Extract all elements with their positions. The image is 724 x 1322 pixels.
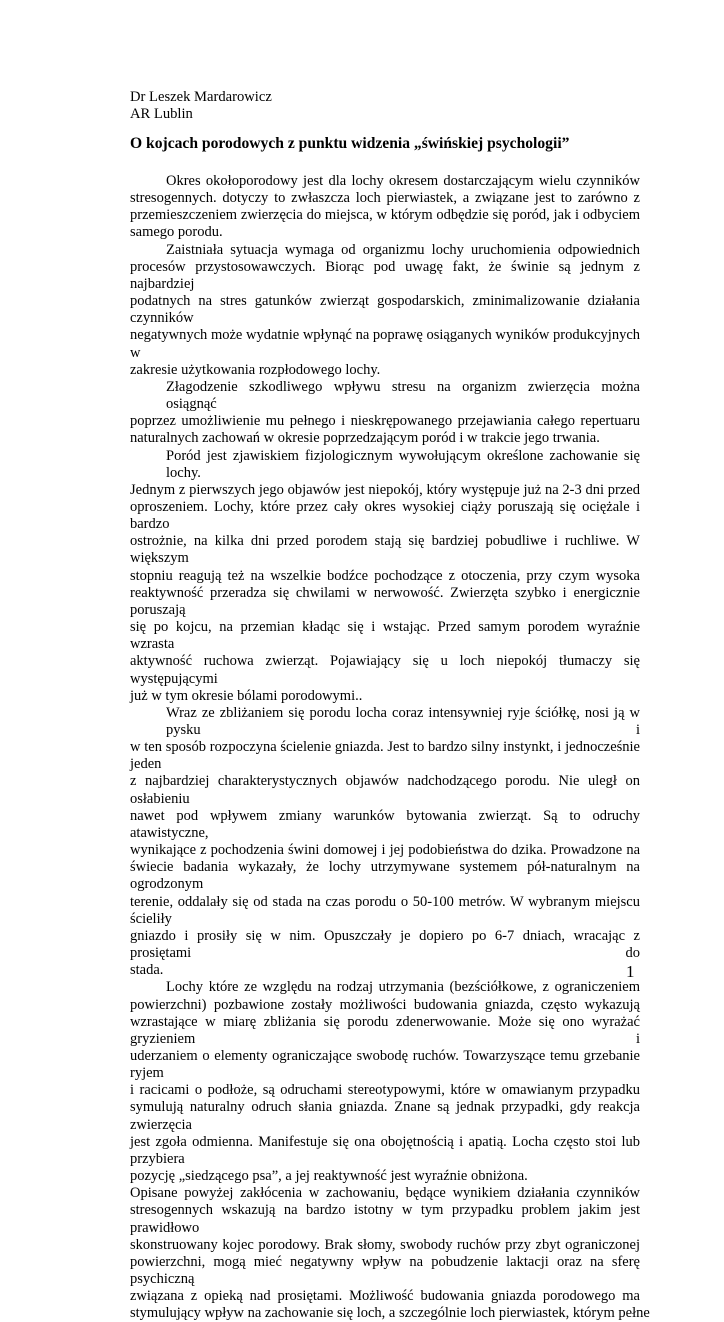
text-line: z najbardziej charakterystycznych objawów nadchodzącego porodu. Nie uległ on osłabieniu — [130, 773, 640, 807]
text-line: Zaistniała sytuacja wymaga od organizmu lochy uruchomienia odpowiednich — [166, 241, 640, 258]
text-line: podatnych na stres gatunków zwierząt gospodarskich, zminimalizowanie działania czynników — [130, 293, 640, 327]
text-line: ostrożnie, na kilka dni przed porodem stają się bardziej pobudliwe i ruchliwe. W większym — [130, 533, 640, 567]
text-line: wzrastające w miarę zbliżania się porodu zdenerwowanie. Może się ono wyrażać gryzieniem i — [130, 1013, 640, 1047]
document-body — [130, 173, 650, 1322]
text-line: skonstruowany kojec porodowy. Brak słomy, swobody ruchów przy zbyt ograniczonej — [130, 1236, 640, 1253]
text-line: uderzaniem o elementy ograniczające swobodę ruchów. Towarzyszące temu grzebanie ryjem — [130, 1047, 640, 1082]
body-paragraph — [130, 379, 640, 448]
text-line: gniazdo i prosiły się w nim. Opuszczały je dopiero po 6-7 dniach, wracając z prosiętami do — [130, 927, 640, 962]
text-line: negatywnych może wydatnie wpłynąć na poprawę osiąganych wyników produkcyjnych w — [130, 327, 640, 361]
text-line: samego porodu. — [130, 224, 223, 241]
text-line: jest zgoła odmienna. Manifestuje się ona obojętnością i apatią. Locha często stoi lub przybiera — [130, 1133, 640, 1167]
text-line: Poród jest zjawiskiem fizjologicznym wywołującym określone zachowanie się lochy. — [166, 447, 640, 481]
page-number: 1 — [626, 962, 635, 981]
text-line: powierzchni, mogą mieć negatywny wpływ na pobudzenie laktacji oraz na sferę psychiczną — [130, 1253, 640, 1287]
text-line: nawet pod wpływem zmiany warunków bytowania zwierząt. Są to odruchy atawistyczne, — [130, 807, 640, 841]
document-title: O kojcach porodowych z punktu widzenia „świńskiej psychologii” — [130, 135, 570, 152]
body-paragraph — [130, 242, 640, 379]
text-line: oproszeniem. Lochy, które przez cały okres wysokiej ciąży poruszają się ociężale i bardzo — [130, 498, 640, 533]
text-line: stresogennych. dotyczy to zwłaszcza loch pierwiastek, a związane jest to zarówno z — [130, 190, 640, 207]
body-paragraph — [130, 979, 640, 1185]
text-line: stopniu reagują też na wszelkie bodźce pochodzące z otoczenia, przy czym wysoka — [130, 567, 640, 584]
text-line: Jednym z pierwszych jego objawów jest niepokój, który występuje już na 2-3 dni przed — [130, 481, 640, 498]
body-paragraph — [130, 173, 640, 242]
text-line: już w tym okresie bólami porodowymi.. — [130, 687, 363, 704]
text-line: świecie badania wykazały, że lochy utrzymywane systemem pół-naturalnym na ogrodzonym — [130, 859, 640, 893]
text-line: Wraz ze zbliżaniem się porodu locha coraz intensywniej ryje ściółkę, nosi ją w pysku i — [166, 704, 640, 738]
body-paragraph — [130, 1185, 650, 1322]
text-line: powierzchni) pozbawione zostały możliwości budowania gniazda, często wykazują — [130, 996, 640, 1013]
text-line: procesów przystosowawczych. Biorąc pod uwagę fakt, że świnie są jednym z najbardziej — [130, 258, 640, 292]
text-line: poprzez umożliwienie mu pełnego i nieskrępowanego przejawiania całego repertuaru — [130, 413, 640, 430]
author-name: Dr Leszek Mardarowicz — [130, 89, 272, 105]
text-line: Lochy które ze względu na rodzaj utrzymania (bezściółkowe, z ograniczeniem — [166, 979, 640, 996]
text-line: przemieszczeniem zwierzęcia do miejsca, w którym odbędzie się poród, jak i odbyciem — [130, 207, 640, 224]
text-line: Okres okołoporodowy jest dla lochy okresem dostarczającym wielu czynników — [166, 173, 640, 189]
text-line: stada. — [130, 962, 164, 979]
text-line: symulują naturalny odruch słania gniazda. Znane są jednak przypadki, gdy reakcja zwierzęcia — [130, 1099, 640, 1133]
text-line: pozycję „siedzącego psa”, a jej reaktywność jest wyraźnie obniżona. — [130, 1168, 528, 1185]
text-line: się po kojcu, na przemian kładąc się i wstając. Przed samym porodem wyraźnie wzrasta — [130, 619, 640, 653]
text-line: naturalnych zachowań w okresie poprzedzającym poród i w trakcie jego trwania. — [130, 430, 600, 447]
text-line: reaktywność przeradza się chwilami w nerwowość. Zwierzęta szybko i energicznie poruszają — [130, 584, 640, 618]
text-line: związana z opieką nad prosiętami. Możliwość budowania gniazda porodowego ma — [130, 1288, 640, 1305]
author-affiliation: AR Lublin — [130, 106, 193, 122]
text-line: stymulujący wpływ na zachowanie się loch, a szczególnie loch pierwiastek, którym pełne — [130, 1305, 650, 1322]
body-paragraph — [130, 705, 640, 980]
text-line: Opisane powyżej zakłócenia w zachowaniu, będące wynikiem działania czynników — [130, 1185, 640, 1202]
text-line: terenie, oddalały się od stada na czas porodu o 50-100 metrów. W wybranym miejscu ścieliły — [130, 893, 640, 927]
text-line: aktywność ruchowa zwierząt. Pojawiający się u loch niepokój tłumaczy się występującymi — [130, 653, 640, 687]
text-line: Złagodzenie szkodliwego wpływu stresu na organizm zwierzęcia można osiągnąć — [166, 378, 640, 413]
text-line: stresogennych wskazują na bardzo istotny w tym przypadku problem jakim jest prawidłowo — [130, 1202, 640, 1236]
text-line: w ten sposób rozpoczyna ścielenie gniazda. Jest to bardzo silny instynkt, i jednocześnie jeden — [130, 739, 640, 773]
text-line: i racicami o podłoże, są odruchami stereotypowymi, które w omawianym przypadku — [130, 1082, 640, 1099]
text-line: wynikające z pochodzenia świni domowej i jej podobieństwa do dzika. Prowadzone na — [130, 842, 640, 859]
text-line: zakresie użytkowania rozpłodowego lochy. — [130, 361, 381, 378]
body-paragraph — [130, 448, 640, 705]
